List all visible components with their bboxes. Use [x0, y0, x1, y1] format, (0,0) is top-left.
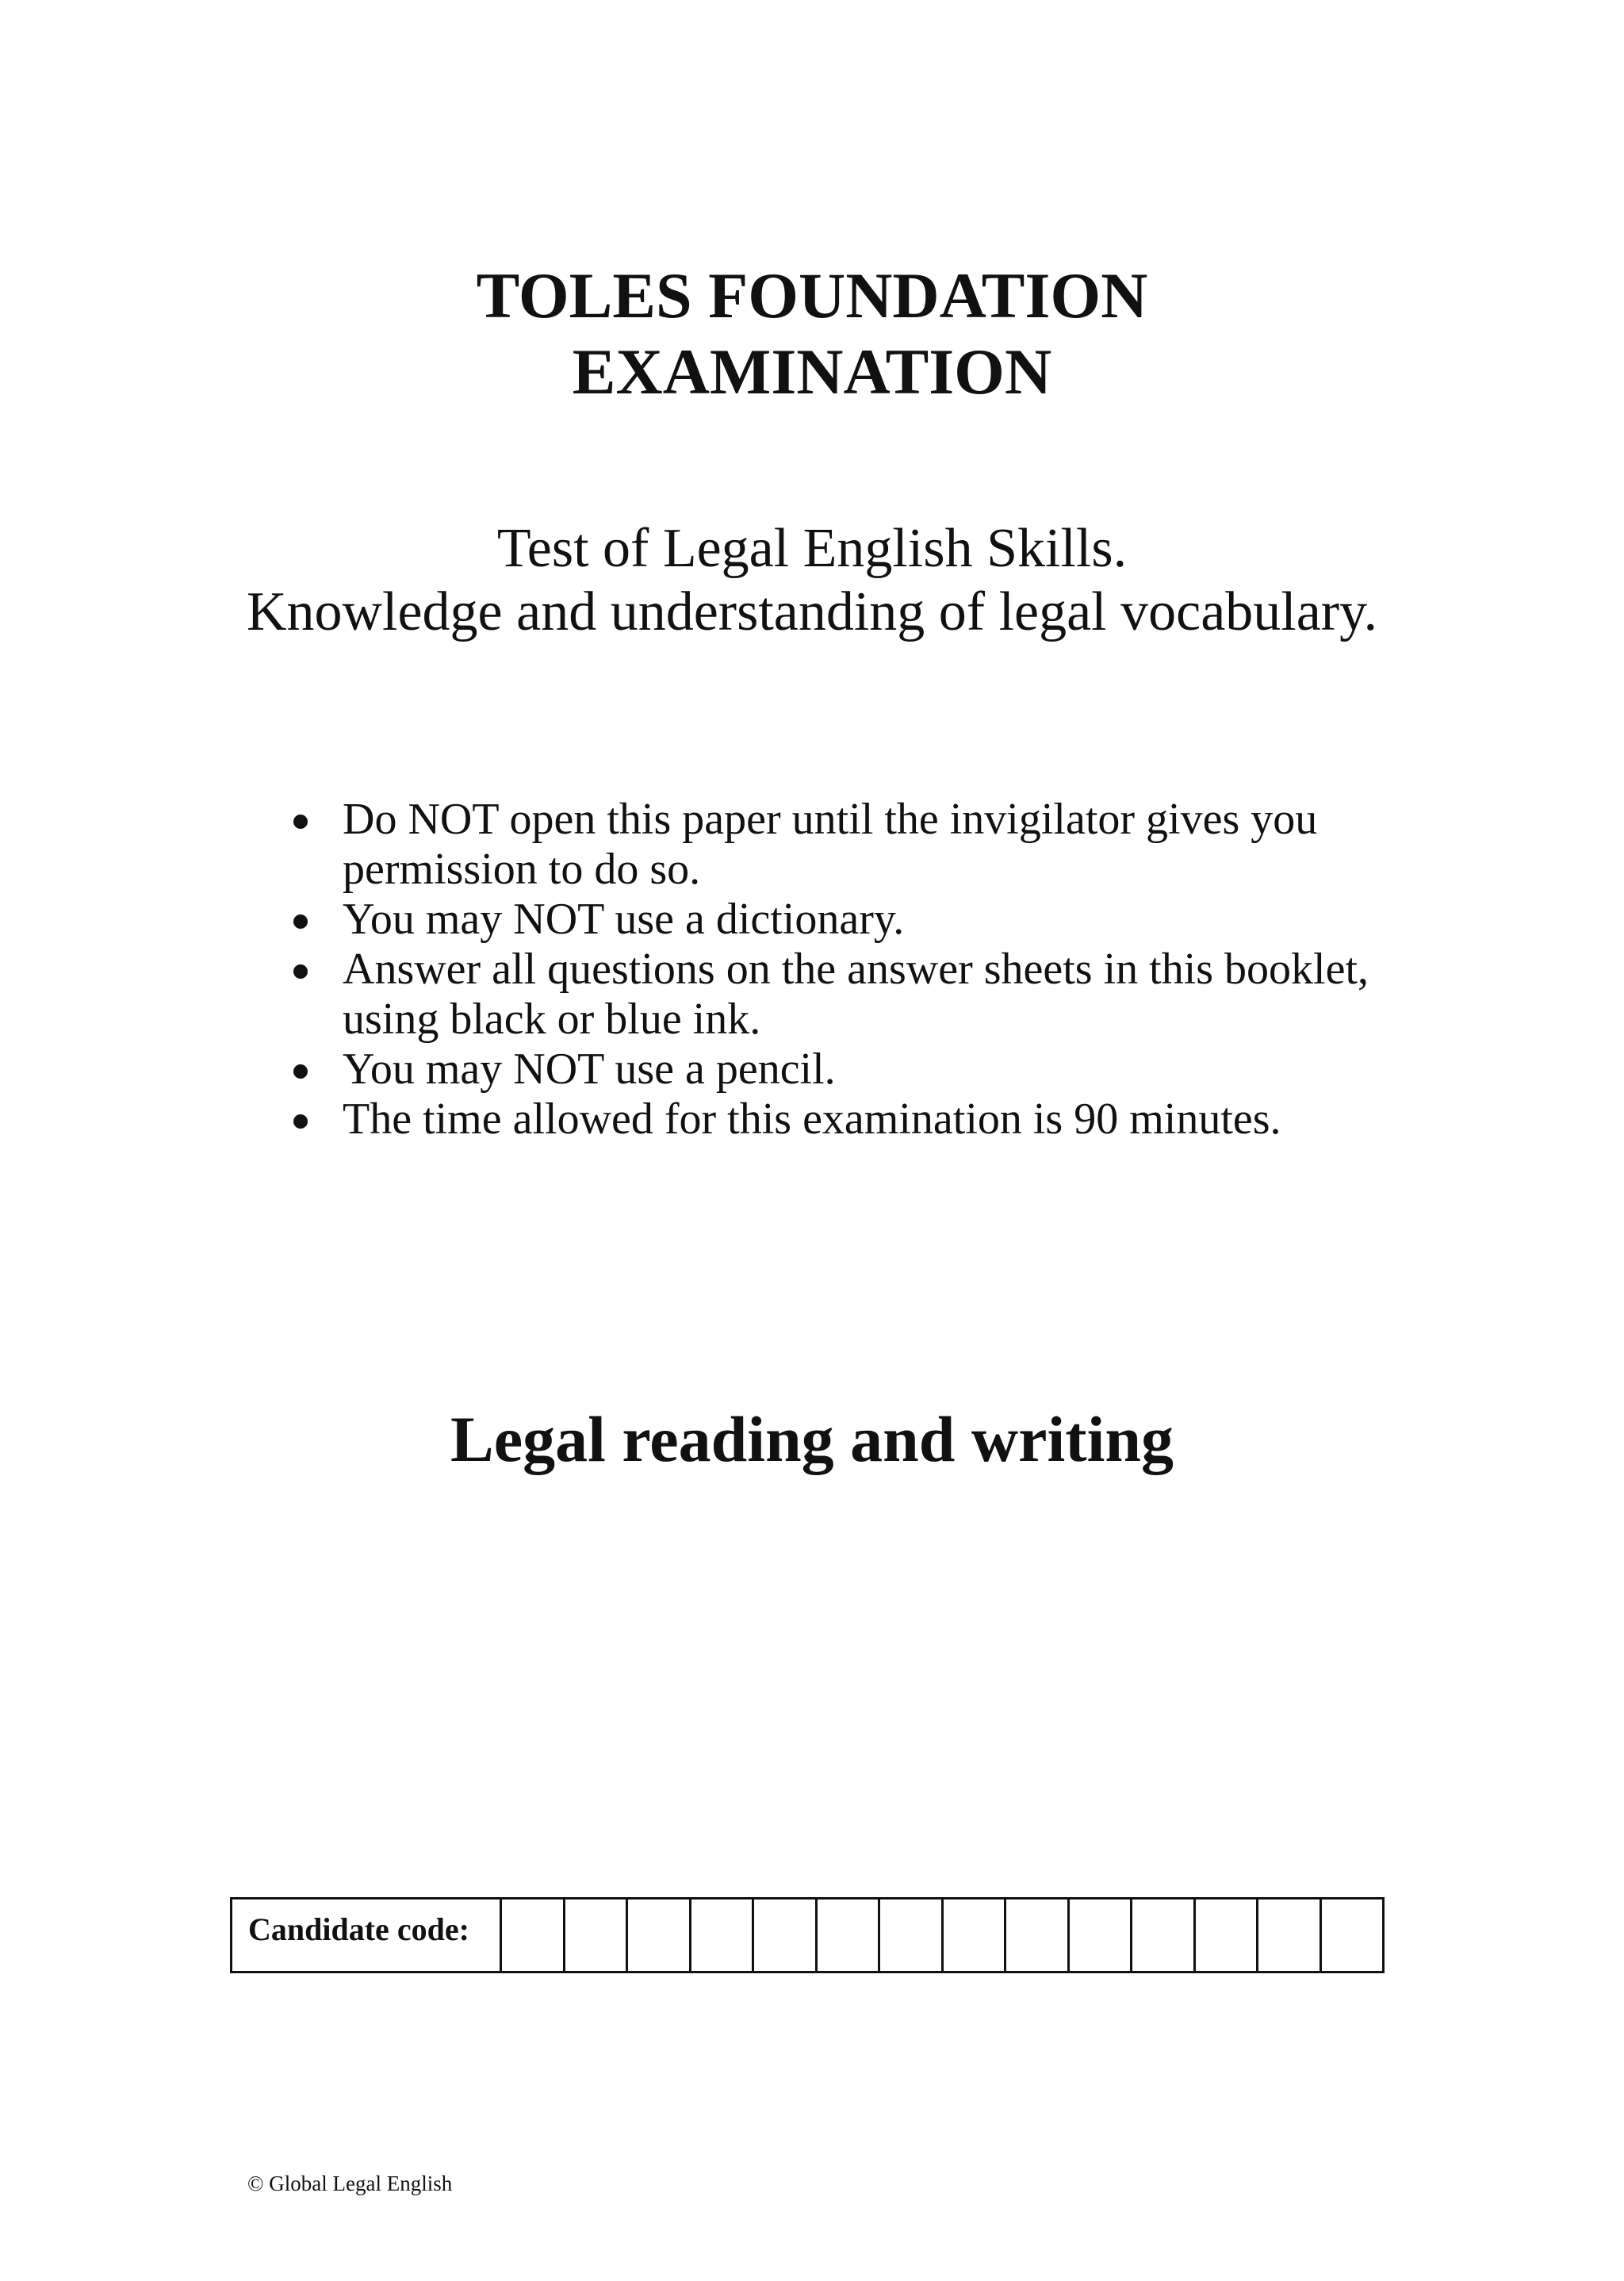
candidate-code-cell[interactable]	[1322, 1900, 1383, 1971]
candidate-code-cell[interactable]	[818, 1900, 881, 1971]
section-title: Legal reading and writing	[450, 1403, 1174, 1475]
exam-title-line-1: TOLES FOUNDATION	[476, 259, 1148, 332]
candidate-code-cell[interactable]	[1196, 1900, 1259, 1971]
candidate-code-cell[interactable]	[1070, 1900, 1133, 1971]
candidate-code-cell[interactable]	[880, 1900, 944, 1971]
instruction-item	[293, 945, 1419, 1045]
instruction-text: You may NOT use a pencil.	[343, 1045, 836, 1094]
candidate-code-cell[interactable]	[1006, 1900, 1070, 1971]
bullet-icon	[293, 815, 308, 829]
instruction-text: Do NOT open this paper until the invigilator gives you permission to do so.	[343, 795, 1318, 894]
exam-title	[0, 258, 1624, 410]
exam-title-line-2: EXAMINATION	[572, 335, 1052, 408]
bullet-icon	[293, 964, 308, 979]
candidate-code-cell[interactable]	[1132, 1900, 1196, 1971]
bullet-icon	[293, 1114, 308, 1129]
candidate-code-cell[interactable]	[502, 1900, 565, 1971]
candidate-code-cell[interactable]	[565, 1900, 629, 1971]
candidate-code-cell[interactable]	[944, 1900, 1007, 1971]
candidate-code-cell[interactable]	[691, 1900, 755, 1971]
candidate-code-cell[interactable]	[1258, 1900, 1322, 1971]
copyright-notice: © Global Legal English	[247, 2172, 453, 2195]
candidate-code-cell[interactable]	[754, 1900, 818, 1971]
instruction-item	[293, 895, 1419, 945]
candidate-code-cell[interactable]	[628, 1900, 691, 1971]
instructions-list	[293, 795, 1419, 1144]
instruction-item	[293, 795, 1419, 895]
candidate-code-box	[230, 1897, 1385, 1973]
instruction-text: Answer all questions on the answer sheets in this booklet, using black or blue ink.	[343, 945, 1369, 1044]
bullet-icon	[293, 1064, 308, 1079]
subtitle-line-2: Knowledge and understanding of legal vocabulary.	[246, 581, 1378, 642]
instruction-item	[293, 1045, 1419, 1094]
instruction-item	[293, 1094, 1419, 1144]
subtitle-line-1: Test of Legal English Skills.	[496, 518, 1128, 579]
bullet-icon	[293, 914, 308, 929]
instruction-text: The time allowed for this examination is 90 minutes.	[343, 1094, 1281, 1144]
exam-subtitle	[0, 517, 1624, 644]
instruction-text: You may NOT use a dictionary.	[343, 895, 905, 944]
candidate-code-label: Candidate code:	[232, 1900, 502, 1971]
